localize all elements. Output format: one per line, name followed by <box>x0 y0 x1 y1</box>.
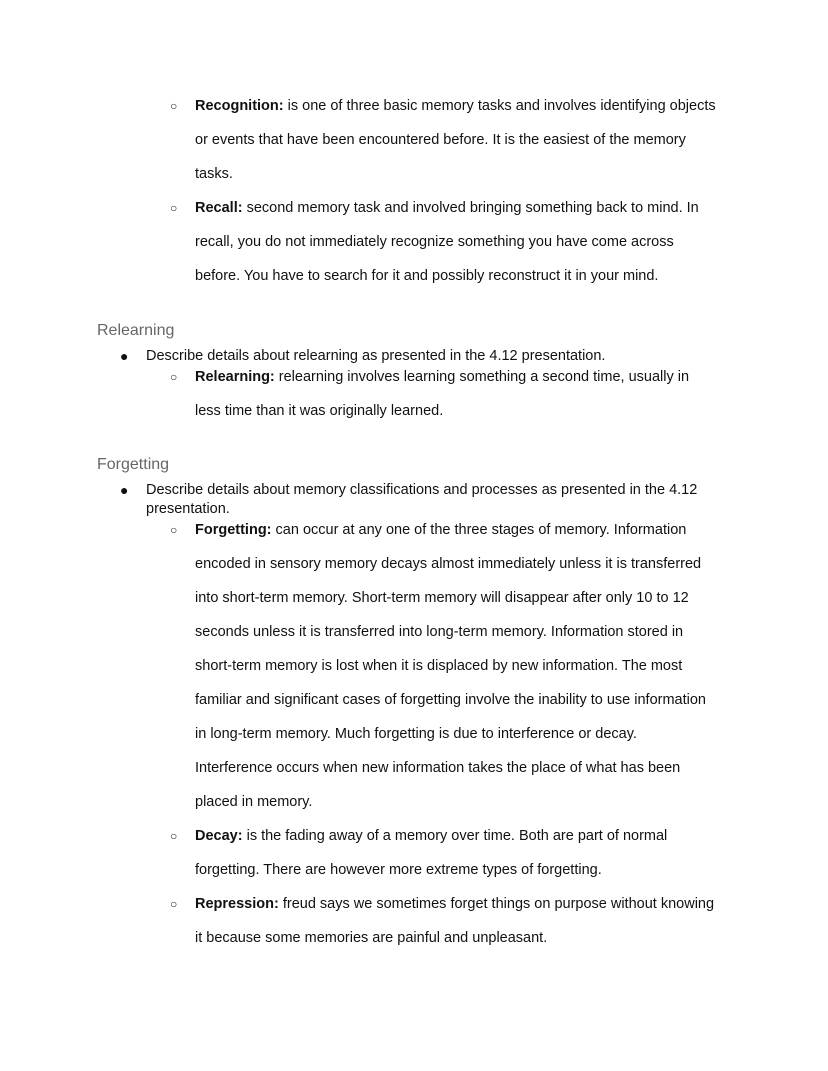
text-line: short-term memory is lost when it is displaced by new information. The most <box>195 658 683 674</box>
sub-item-relearning <box>170 360 750 428</box>
text-line: freud says we sometimes forget things on purpose without knowing <box>278 896 715 912</box>
sub-item-recognition <box>170 89 750 191</box>
hollow-circle-bullet-icon: ○ <box>170 201 178 215</box>
sub-item-recall <box>170 191 750 293</box>
bullet-text: Describe details about memory classifications and processes as presented in the 4.12 <box>146 482 698 498</box>
bullet-text: Describe details about relearning as presented in the 4.12 presentation. <box>146 348 606 364</box>
filled-circle-bullet-icon: ● <box>120 348 129 364</box>
text-line: encoded in sensory memory decays almost immediately unless it is transferred <box>195 556 702 572</box>
text-line: is one of three basic memory tasks and involves identifying objects <box>283 98 716 114</box>
text-line: forgetting. There are however more extreme types of forgetting. <box>195 862 602 878</box>
hollow-circle-bullet-icon: ○ <box>170 370 178 384</box>
section-heading-relearning: Relearning <box>97 322 175 339</box>
hollow-circle-bullet-icon: ○ <box>170 897 178 911</box>
sub-item-decay <box>170 819 750 887</box>
intro-sub-list <box>170 89 750 293</box>
text-line: before. You have to search for it and possibly reconstruct it in your mind. <box>195 268 659 284</box>
term-label: Recall: <box>195 200 243 216</box>
text-line: it because some memories are painful and unpleasant. <box>195 930 548 946</box>
relearning-sub-list <box>170 360 750 428</box>
filled-circle-bullet-icon: ● <box>120 482 129 498</box>
text-line: less time than it was originally learned. <box>195 403 444 419</box>
sub-item-repression <box>170 887 750 955</box>
term-label: Forgetting: <box>195 522 272 538</box>
text-line: in long-term memory. Much forgetting is due to interference or decay. <box>195 726 637 742</box>
text-line: seconds unless it is transferred into long-term memory. Information stored in <box>195 624 684 640</box>
text-line: second memory task and involved bringing something back to mind. In <box>242 200 699 216</box>
hollow-circle-bullet-icon: ○ <box>170 99 178 113</box>
section-heading-forgetting: Forgetting <box>97 456 170 473</box>
term-label: Repression: <box>195 896 279 912</box>
text-line: into short-term memory. Short-term memory will disappear after only 10 to 12 <box>195 590 689 606</box>
text-line: Interference occurs when new information takes the place of what has been <box>195 760 681 776</box>
text-line: recall, you do not immediately recognize something you have come across <box>195 234 674 250</box>
text-line: placed in memory. <box>195 794 313 810</box>
text-line: is the fading away of a memory over time. Both are part of normal <box>242 828 668 844</box>
hollow-circle-bullet-icon: ○ <box>170 829 178 843</box>
term-label: Decay: <box>195 828 243 844</box>
text-line: can occur at any one of the three stages of memory. Information <box>271 522 687 538</box>
bullet-text: presentation. <box>146 501 230 517</box>
text-line: tasks. <box>195 166 233 182</box>
term-label: Recognition: <box>195 98 284 114</box>
sub-item-forgetting <box>170 513 750 819</box>
text-line: relearning involves learning something a second time, usually in <box>274 369 690 385</box>
hollow-circle-bullet-icon: ○ <box>170 523 178 537</box>
text-line: or events that have been encountered before. It is the easiest of the memory <box>195 132 686 148</box>
term-label: Relearning: <box>195 369 275 385</box>
forgetting-sub-list <box>170 513 750 955</box>
text-line: familiar and significant cases of forgetting involve the inability to use information <box>195 692 706 708</box>
